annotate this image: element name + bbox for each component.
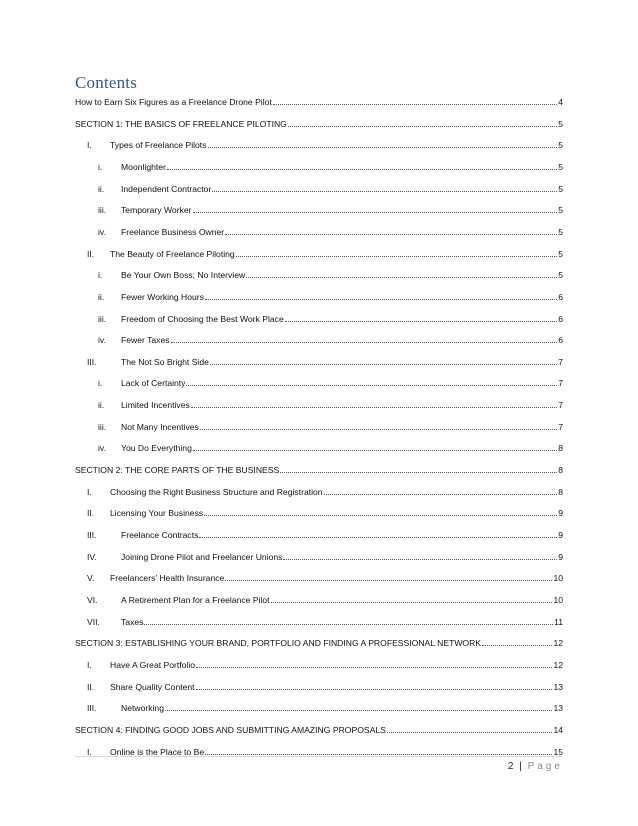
toc-entry-page: 9 xyxy=(558,551,563,562)
toc-entry[interactable] xyxy=(87,506,563,520)
toc-entry[interactable] xyxy=(87,550,563,564)
toc-entry-page: 8 xyxy=(558,486,563,497)
toc-entry-number: VI. xyxy=(87,594,98,605)
toc-entry-number: III. xyxy=(87,703,97,714)
toc-dot-leader xyxy=(273,95,557,105)
toc-dot-leader xyxy=(204,506,557,516)
toc-entry-page: 10 xyxy=(553,573,563,584)
toc-dot-leader xyxy=(193,441,557,451)
toc-entry-title: Networking xyxy=(121,703,164,714)
toc-entry-number: ii. xyxy=(98,400,105,411)
toc-entry-number: iii. xyxy=(98,313,107,324)
toc-dot-leader xyxy=(283,550,557,560)
toc-entry-page: 7 xyxy=(558,356,563,367)
toc-entry-page: 5 xyxy=(558,270,563,281)
toc-entry-number: II. xyxy=(87,508,95,519)
toc-dot-leader xyxy=(186,376,557,386)
toc-entry-page: 5 xyxy=(558,226,563,237)
toc-entry[interactable] xyxy=(87,138,563,152)
toc-entry[interactable] xyxy=(75,95,563,109)
toc-entry[interactable] xyxy=(98,398,563,412)
toc-dot-leader xyxy=(167,160,557,170)
toc-entry-number: V. xyxy=(87,573,95,584)
toc-entry-number: ii. xyxy=(98,291,105,302)
toc-entry-title: Have A Great Portfolio xyxy=(110,659,196,670)
footer-rule xyxy=(75,756,563,757)
toc-entry-title: The Beauty of Freelance Piloting xyxy=(110,248,235,259)
toc-entry-page: 8 xyxy=(558,443,563,454)
toc-entry-page: 7 xyxy=(558,421,563,432)
toc-dot-leader xyxy=(236,247,558,257)
toc-dot-leader xyxy=(246,268,557,278)
toc-dot-leader xyxy=(205,290,557,300)
toc-entry-title: Freelance Contracts xyxy=(121,530,199,540)
toc-entry-number: I. xyxy=(87,140,92,151)
toc-entry-number: III. xyxy=(87,356,97,367)
toc-entry[interactable] xyxy=(87,247,563,261)
toc-dot-leader xyxy=(196,680,553,690)
toc-entry-number: I. xyxy=(87,486,92,497)
toc-entry-number: iv. xyxy=(98,443,106,454)
toc-entry-page: 9 xyxy=(558,530,563,540)
toc-entry-title: Types of Freelance Pilots xyxy=(110,140,207,151)
toc-entry[interactable] xyxy=(87,701,563,715)
toc-entry-number: VII. xyxy=(87,616,100,627)
toc-entry-title: The Not So Bright Side xyxy=(121,356,209,367)
toc-entry-title: Be Your Own Boss; No Interview xyxy=(121,270,246,281)
toc-entry-page: 5 xyxy=(558,140,563,151)
toc-entry-title: SECTION 1: THE BASICS OF FREELANCE PILOTING xyxy=(75,118,287,129)
toc-entry-page: 5 xyxy=(558,248,563,259)
toc-dot-leader xyxy=(205,745,552,755)
toc-entry-page: 7 xyxy=(558,378,563,389)
toc-dot-leader xyxy=(482,636,552,646)
toc-dot-leader xyxy=(199,528,557,538)
toc-dot-leader xyxy=(191,398,557,408)
toc-entry-page: 13 xyxy=(553,681,563,692)
toc-entry-title: Taxes xyxy=(121,616,144,627)
toc-dot-leader xyxy=(144,615,553,625)
toc-entry-number: i. xyxy=(98,378,103,389)
toc-entry-title: SECTION 3: ESTABLISHING YOUR BRAND, PORTFOLIO AND FINDING A PROFESSIONAL NETWORK xyxy=(75,638,482,649)
toc-entry-title: Limited Incentives xyxy=(121,400,190,411)
toc-entry-page: 15 xyxy=(553,746,563,757)
toc-entry-page: 7 xyxy=(558,400,563,411)
toc-entry[interactable] xyxy=(98,312,563,326)
toc-entry[interactable] xyxy=(98,225,563,239)
toc-entry[interactable] xyxy=(98,290,563,304)
toc-dot-leader xyxy=(196,658,552,668)
toc-entry-title: Independent Contractor xyxy=(121,183,212,194)
toc-entry-page: 5 xyxy=(558,161,563,172)
toc-entry[interactable] xyxy=(98,376,563,390)
toc-entry-page: 4 xyxy=(558,97,563,107)
toc-entry-page: 12 xyxy=(553,638,563,649)
toc-entry-number: iv. xyxy=(98,226,106,237)
toc-entry-number: iii. xyxy=(98,421,107,432)
toc-entry-title: Freelancers’ Health Insurance xyxy=(110,573,225,584)
toc-entry-title: Share Quality Content xyxy=(110,681,195,692)
toc-entry-title: Freedom of Choosing the Best Work Place xyxy=(121,313,284,324)
toc-dot-leader xyxy=(165,701,552,711)
footer-separator: | xyxy=(519,761,522,772)
toc-entry-number: I. xyxy=(87,659,92,670)
toc-entry[interactable] xyxy=(75,636,563,650)
toc-dot-leader xyxy=(285,312,557,322)
toc-entry-number: II. xyxy=(87,248,95,259)
toc-entry[interactable] xyxy=(98,203,563,217)
toc-entry-page: 10 xyxy=(553,594,563,605)
toc-entry-page: 6 xyxy=(558,335,563,346)
toc-entry[interactable] xyxy=(98,420,563,434)
toc-entry[interactable] xyxy=(75,117,563,131)
page-word: Page xyxy=(527,761,563,772)
toc-entry[interactable] xyxy=(87,355,563,369)
toc-entry-number: III. xyxy=(87,530,97,540)
toc-entry-title: Licensing Your Business xyxy=(110,508,204,519)
toc-entry-title: You Do Everything xyxy=(121,443,192,454)
toc-dot-leader xyxy=(208,138,558,148)
toc-entry[interactable] xyxy=(87,615,563,629)
toc-entry-title: Not Many Incentives xyxy=(121,421,199,432)
toc-entry-title: Joining Drone Pilot and Freelancer Unions xyxy=(121,551,283,562)
toc-entry-page: 5 xyxy=(558,205,563,216)
toc-entry-number: i. xyxy=(98,161,103,172)
toc-entry-title: Freelance Business Owner xyxy=(121,226,225,237)
toc-heading: Contents xyxy=(75,73,138,92)
toc-entry-page: 14 xyxy=(553,724,563,735)
toc-entry[interactable] xyxy=(87,680,563,694)
toc-dot-leader xyxy=(171,333,558,343)
toc-dot-leader xyxy=(225,225,557,235)
toc-entry[interactable] xyxy=(75,723,563,737)
toc-dot-leader xyxy=(271,593,553,603)
toc-dot-leader xyxy=(387,723,553,733)
toc-entry-page: 5 xyxy=(558,183,563,194)
toc-entry-page: 6 xyxy=(558,313,563,324)
toc-entry-title: How to Earn Six Figures as a Freelance Drone Pilot xyxy=(75,97,272,107)
toc-entry[interactable] xyxy=(87,658,563,672)
toc-entry-number: IV. xyxy=(87,551,97,562)
toc-entry-title: Online is the Place to Be xyxy=(110,746,205,757)
toc-entry[interactable] xyxy=(87,528,563,542)
toc-entry-page: 9 xyxy=(558,508,563,519)
toc-entry[interactable] xyxy=(87,571,563,585)
toc-entry-page: 12 xyxy=(553,659,563,670)
page-number: 2 xyxy=(507,761,514,772)
toc-entry[interactable] xyxy=(98,441,563,455)
toc-entry[interactable] xyxy=(87,485,563,499)
toc-entry-title: Lack of Certainty xyxy=(121,378,186,389)
toc-entry-title: Temporary Worker xyxy=(121,205,192,216)
toc-entry-page: 6 xyxy=(558,291,563,302)
toc-entry-page: 13 xyxy=(553,703,563,714)
toc-dot-leader xyxy=(225,571,552,581)
toc-entry-number: I. xyxy=(87,746,92,757)
toc-entry[interactable] xyxy=(98,333,563,347)
toc-dot-leader xyxy=(212,182,557,192)
toc-entry-page: 11 xyxy=(554,616,563,627)
toc-entry-title: Fewer Working Hours xyxy=(121,291,204,302)
toc-entry-number: II. xyxy=(87,681,95,692)
toc-dot-leader xyxy=(288,117,557,127)
toc-dot-leader xyxy=(200,420,557,430)
toc-entry[interactable] xyxy=(98,268,563,282)
toc-dot-leader xyxy=(324,485,558,495)
toc-entry-page: 5 xyxy=(558,118,563,129)
toc-entry-title: Moonlighter xyxy=(121,161,166,172)
toc-entry[interactable] xyxy=(87,593,563,607)
toc-dot-leader xyxy=(193,203,558,213)
toc-entry-title: SECTION 4: FINDING GOOD JOBS AND SUBMITTING AMAZING PROPOSALS xyxy=(75,724,386,735)
toc-entry-number: iii. xyxy=(98,205,107,216)
toc-entry-number: iv. xyxy=(98,335,106,346)
page-footer xyxy=(508,761,563,772)
toc-entry-title: A Retirement Plan for a Freelance Pilot xyxy=(121,594,270,605)
toc-dot-leader xyxy=(280,463,557,473)
toc-entry-number: i. xyxy=(98,270,103,281)
toc-entry[interactable] xyxy=(98,182,563,196)
toc-entry-title: Fewer Taxes xyxy=(121,335,170,346)
toc-dot-leader xyxy=(210,355,557,365)
toc-entry-number: ii. xyxy=(98,183,105,194)
toc-entry[interactable] xyxy=(98,160,563,174)
toc-entry-page: 8 xyxy=(558,465,563,476)
toc-entry-title: SECTION 2: THE CORE PARTS OF THE BUSINESS xyxy=(75,465,280,476)
toc-entry[interactable] xyxy=(75,463,563,477)
toc-entry-title: Choosing the Right Business Structure and Registration xyxy=(110,486,323,497)
